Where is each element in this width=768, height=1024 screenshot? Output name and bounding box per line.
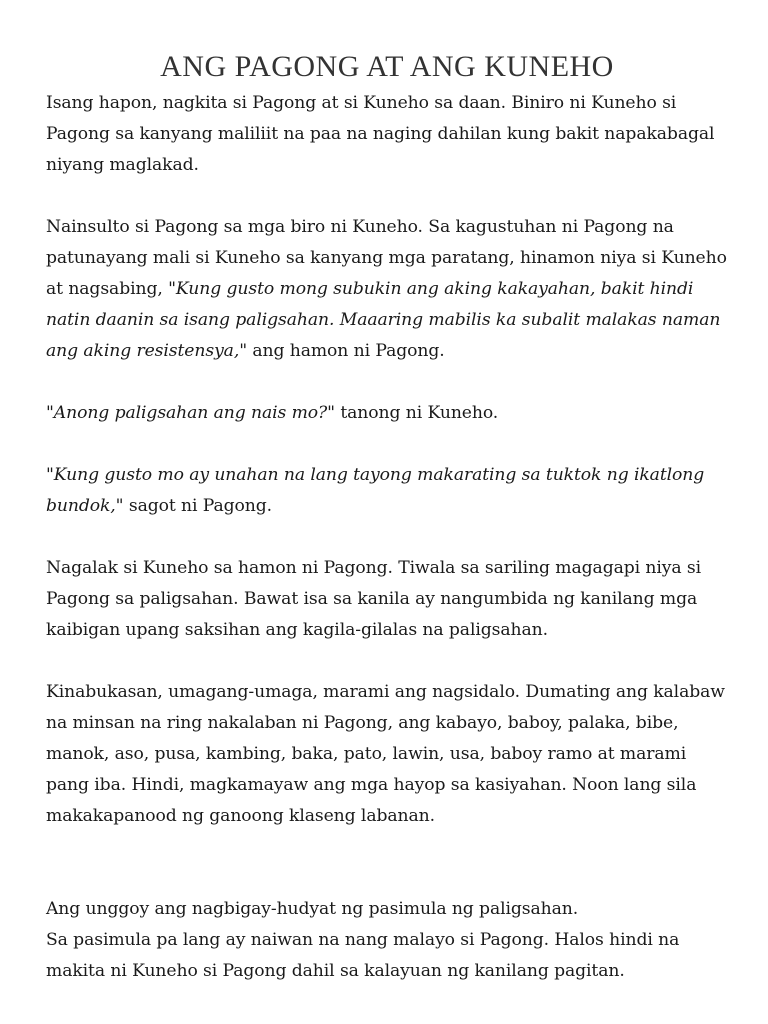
paragraph-3-quote: "Anong paligsahan ang nais mo?" (46, 403, 335, 423)
paragraph-3-tail: tanong ni Kuneho. (334, 403, 499, 423)
paragraph-4-tail: sagot ni Pagong. (123, 496, 272, 516)
paragraph-6-text: Kinabukasan, umagang-umaga, marami ang nagsidalo. Dumating ang kalabaw na minsan na ring nakalaban ni Pagong, ang kabayo, baboy, palaka, bibe, manok, aso, pusa, kambing, baka, pato, lawin, usa, baboy ramo at marami pang iba. Hindi, magkamayaw ang mga hayop sa kasiyahan. Noon lang sila makakapanood ng ganoong klaseng labanan. (46, 682, 725, 826)
paragraph-3 (46, 398, 728, 429)
paragraph-5 (46, 553, 728, 646)
paragraph-2-tail: ang hamon ni Pagong. (247, 341, 445, 361)
paragraph-4-quote: "Kung gusto mo ay unahan na lang tayong makarating sa tuktok ng ikatlong bundok," (46, 465, 705, 516)
paragraph-1-text: Isang hapon, nagkita si Pagong at si Kuneho sa daan. Biniro ni Kuneho si Pagong sa kanyang maliliit na paa na naging dahilan kung bakit napakabagal niyang maglakad. (46, 93, 715, 175)
paragraph-7-text: Ang unggoy ang nagbigay-hudyat ng pasimula ng paligsahan. (46, 899, 579, 919)
paragraph-6 (46, 677, 728, 832)
paragraph-2 (46, 212, 728, 367)
document-title: ANG PAGONG AT ANG KUNEHO (160, 50, 614, 83)
paragraph-8 (46, 925, 728, 987)
paragraph-7 (46, 894, 728, 925)
paragraph-8-text: Sa pasimula pa lang ay naiwan na nang malayo si Pagong. Halos hindi na makita ni Kuneho si Pagong dahil sa kalayuan ng kanilang pagitan. (46, 930, 680, 981)
paragraph-5-text: Nagalak si Kuneho sa hamon ni Pagong. Tiwala sa sariling magagapi niya si Pagong sa paligsahan. Bawat isa sa kanila ay nangumbida ng kanilang mga kaibigan upang saksihan ang kagila-gilalas na paligsahan. (46, 558, 702, 640)
paragraph-1 (46, 88, 728, 181)
document-body (46, 88, 728, 987)
paragraph-2-text: Nainsulto si Pagong sa mga biro ni Kuneho. Sa kagustuhan ni Pagong na patunayang mali si Kuneho sa kanyang mga paratang, hinamon niya si Kuneho at nagsabing, (46, 217, 727, 299)
paragraph-4 (46, 460, 728, 522)
paragraph-2-quote: "Kung gusto mong subukin ang aking kakayahan, bakit hindi natin daanin sa isang paligsahan. Maaaring mabilis ka subalit malakas naman ang aking resistensya," (46, 279, 721, 361)
